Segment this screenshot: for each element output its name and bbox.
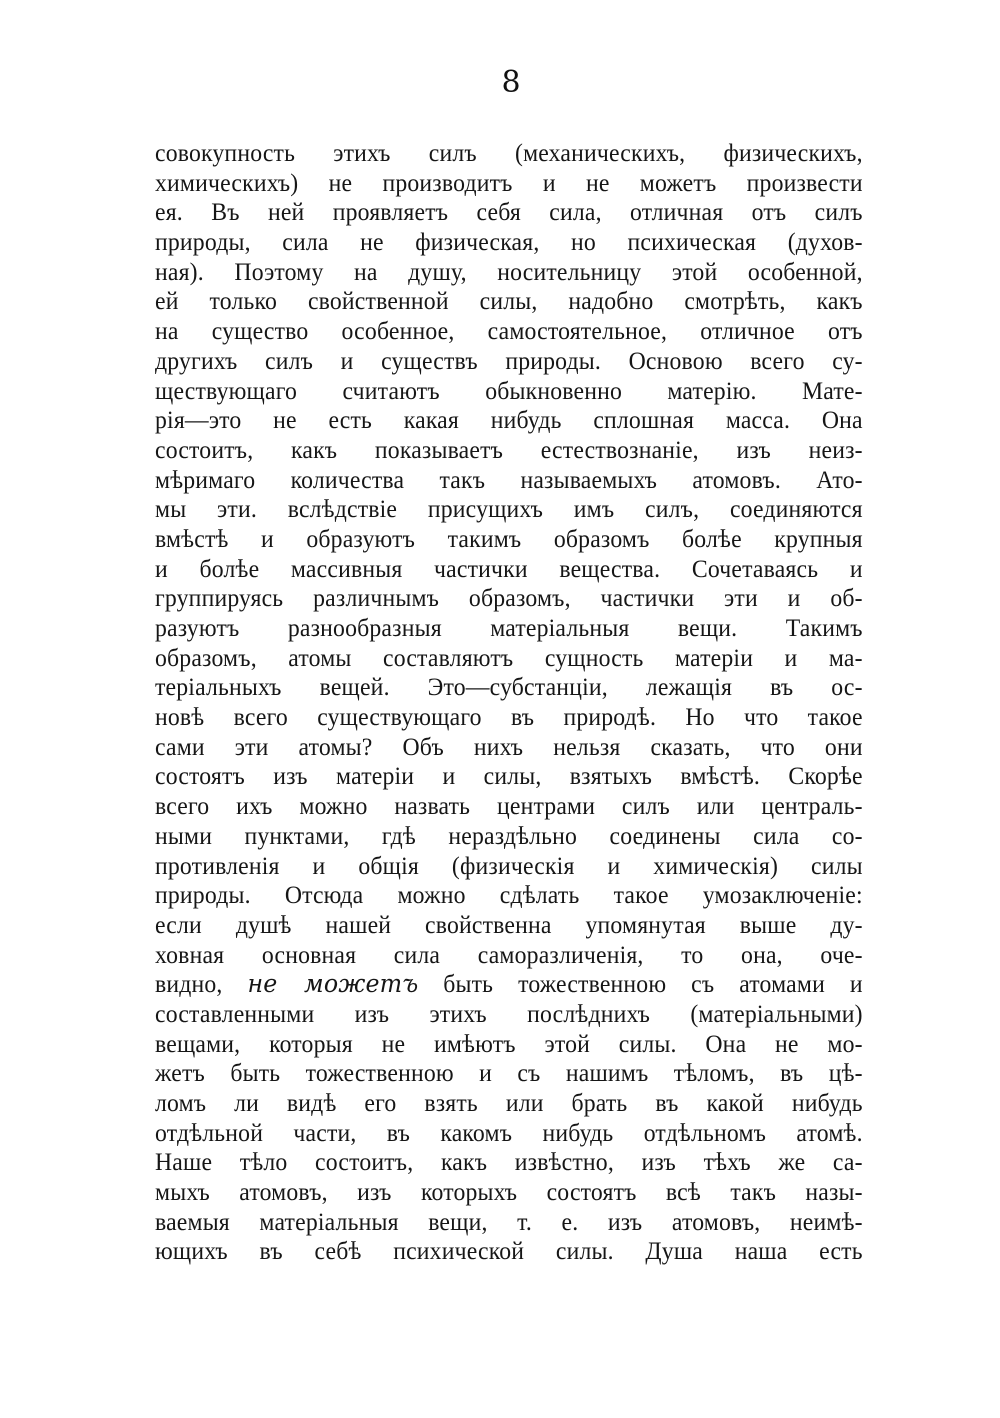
text-line: на существо особенное, самостоятельное, отличное отъ [155,316,863,346]
text-line: совокупность этихъ силъ (механическихъ, физическихъ, [155,138,863,167]
text-line: ховная основная сила саморазличенія, то она, оче- [155,939,863,969]
text-line: ломъ ли видѣ его взять или брать въ какой нибудь [155,1088,863,1117]
text-line: мыхъ атомовъ, изъ которыхъ состоятъ всѣ такъ назы- [155,1177,863,1207]
text-line: составленными изъ этихъ послѣднихъ (матеріальными) [155,998,863,1028]
text-line: разуютъ разнообразныя матеріальныя вещи. Такимъ [155,613,863,642]
text-line: ная). Поэтому на душу, носительницу этой особенной, [155,256,863,286]
text-line: природы, сила не физическая, но психическая (духов- [155,227,863,257]
body-text [155,138,863,1266]
text-line: мѣримаго количества такъ называемыхъ атомовъ. Ато- [155,464,863,494]
text-line: если душѣ нашей свойственна упомянутая выше ду- [155,909,863,939]
text-line: Наше тѣло состоитъ, какъ извѣстно, изъ тѣхъ же са- [155,1147,863,1177]
handwritten-italic-note: не можетъ [247,969,419,1000]
text-line: природы. Отсюда можно сдѣлать такое умозаключеніе: [155,880,863,910]
text-line: сами эти атомы? Объ нихъ нельзя сказать, что они [155,731,863,761]
text-line: другихъ силъ и существъ природы. Основою всего су- [155,345,863,375]
text-line: ными пунктами, гдѣ нераздѣльно соединены сила со- [155,820,863,850]
text-line: ей только свойственной силы, надобно смотрѣть, какъ [155,286,863,316]
text-line: мы эти. вслѣдствіе присущихъ имъ силъ, соединяются [155,494,863,524]
text-line: ществующаго считаютъ обыкновенно матерію. Мате- [155,375,863,405]
text-line: противленія и общія (физическія и химическія) силы [155,850,863,880]
text-line-with-italic-note [155,969,863,999]
text-line: ющихъ въ себѣ психической силы. Душа наша есть [155,1236,863,1266]
text-line: отдѣльной части, въ какомъ нибудь отдѣльномъ атомѣ. [155,1117,863,1147]
text-line: ваемыя матеріальныя вещи, т. е. изъ атомовъ, неимѣ- [155,1206,863,1236]
text-line: и болѣе массивныя частички вещества. Сочетаваясь и [155,553,863,583]
text-line: состоятъ изъ матеріи и силы, взятыхъ вмѣстѣ. Скорѣе [155,761,863,791]
line-part-after: быть тожественною съ атомами и [418,969,863,999]
text-line: группируясь различнымъ образомъ, частички эти и об- [155,583,863,613]
text-line: состоитъ, какъ показываетъ естествознаніе, изъ неиз- [155,434,863,464]
line-part-before: видно, [155,969,248,999]
text-line: химическихъ) не производитъ и не можетъ произвести [155,167,863,197]
text-line: вмѣстѣ и образуютъ такимъ образомъ болѣе крупныя [155,523,863,553]
text-line: теріальныхъ вещей. Это—субстанціи, лежащія въ ос- [155,672,863,702]
page-number: 8 [501,65,521,100]
text-line: вещами, которыя не имѣютъ этой силы. Она не мо- [155,1028,863,1058]
text-line: рія—это не есть какая нибудь сплошная масса. Она [155,405,863,435]
text-line: новѣ всего существующаго въ природѣ. Но что такое [155,702,863,732]
text-line: всего ихъ можно назвать центрами силъ или централь- [155,791,863,821]
text-line: ея. Въ ней проявляетъ себя сила, отличная отъ силъ [155,197,863,227]
text-line: жетъ быть тожественною и съ нашимъ тѣломъ, въ цѣ- [155,1058,863,1088]
text-line: образомъ, атомы составляютъ сущность матеріи и ма- [155,642,863,672]
